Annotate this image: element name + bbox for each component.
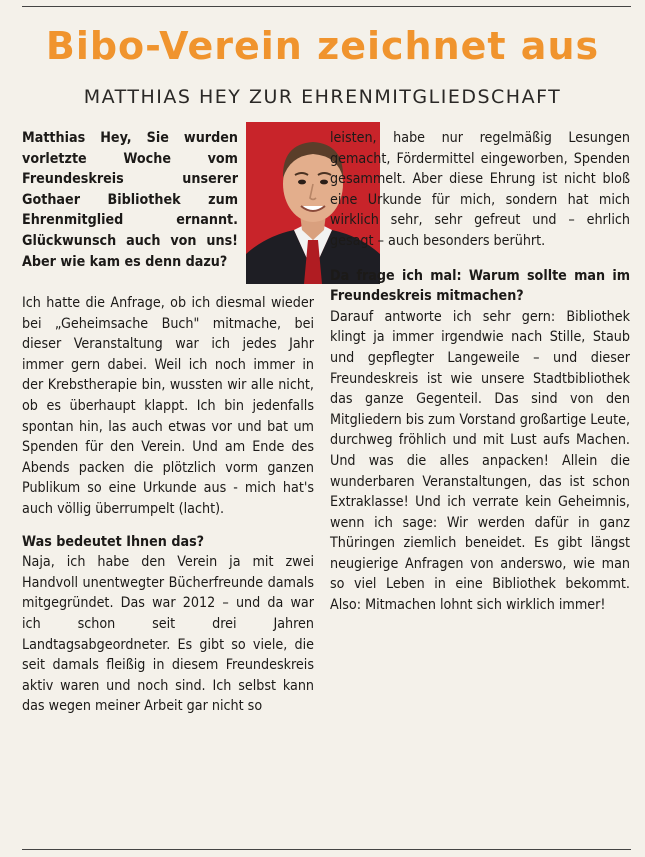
headline: Bibo-Verein zeichnet aus xyxy=(45,24,600,68)
column-right xyxy=(330,128,630,616)
question-2: Was bedeutet Ihnen das? xyxy=(22,533,205,550)
subheadline: MATTHIAS HEY ZUR EHRENMITGLIEDSCHAFT xyxy=(83,86,562,108)
answer-3: Darauf antworte ich sehr gern: Bibliothek klingt ja immer irgendwie nach Stille, Staub und gepflegter Langeweile – und dieser Freundeskreis ist wie unsere Stadtbibliothek das ganze Gegenteil. Das sind von den Mitgliedern bis zum Vorstand großartige Leute, durchweg fröhlich und mit Lust aufs Machen. Und was die alles anpacken! Allein die wunderbaren Veranstaltungen, das ist schon Extraklasse! Und ich verrate kein Geheimnis, wenn ich sage: Wir werden dafür in ganz Thüringen ziemlich beneidet. Es gibt längst neugierige Anfragen von anderswo, wie man so viel Leben in eine Bibliothek bekommt. Also: Mitmachen lohnt sich wirklich immer! xyxy=(330,308,630,614)
top-rule xyxy=(22,6,631,7)
column-left xyxy=(22,293,314,717)
question-3: Da frage ich mal: Warum sollte man im Freundeskreis mitmachen? xyxy=(330,267,630,305)
question-1: Matthias Hey, Sie wurden vorletzte Woche vom Freundeskreis unserer Gothaer Bibliothek zum Ehrenmitglied ernannt. Glückwunsch auch von uns! Aber wie kam es denn dazu? xyxy=(22,130,238,270)
answer-2-part-1: Naja, ich habe den Verein ja mit zwei Handvoll unentwegter Bücherfreunde damals mitgegründet. Das war 2012 – und da war ich schon seit drei Jahren Landtagsabgeordneter. Es gibt so viele, die seit damals fleißig in diesem Freundeskreis aktiv waren und noch sind. Ich selbst kann das wegen meiner Arbeit gar nicht so xyxy=(22,554,314,715)
answer-1: Ich hatte die Anfrage, ob ich diesmal wieder bei „Geheimsache Buch" mitmache, bei dieser Veranstaltung war ich jedes Jahr immer gern dabei. Weil ich noch immer in der Krebstherapie bin, wussten wir alle nicht, ob es überhaupt klappt. Ich bin jedenfalls spontan hin, las auch etwas vor und bat um Spenden für den Verein. Und am Ende des Abends packen die plötzlich vorm ganzen Publikum so eine Urkunde aus - mich hat's auch völlig überrumpelt (lacht). xyxy=(22,295,314,517)
column-left-top xyxy=(22,128,238,272)
answer-2-part-2: leisten, habe nur regelmäßig Lesungen gemacht, Fördermittel eingeworben, Spenden gesammelt. Aber diese Ehrung ist nicht bloß eine Urkunde für mich, sondern hat mich wirklich sehr, sehr gefreut und – ehrlich gesagt – auch besonders berührt. xyxy=(330,130,630,249)
bottom-rule xyxy=(22,849,631,850)
